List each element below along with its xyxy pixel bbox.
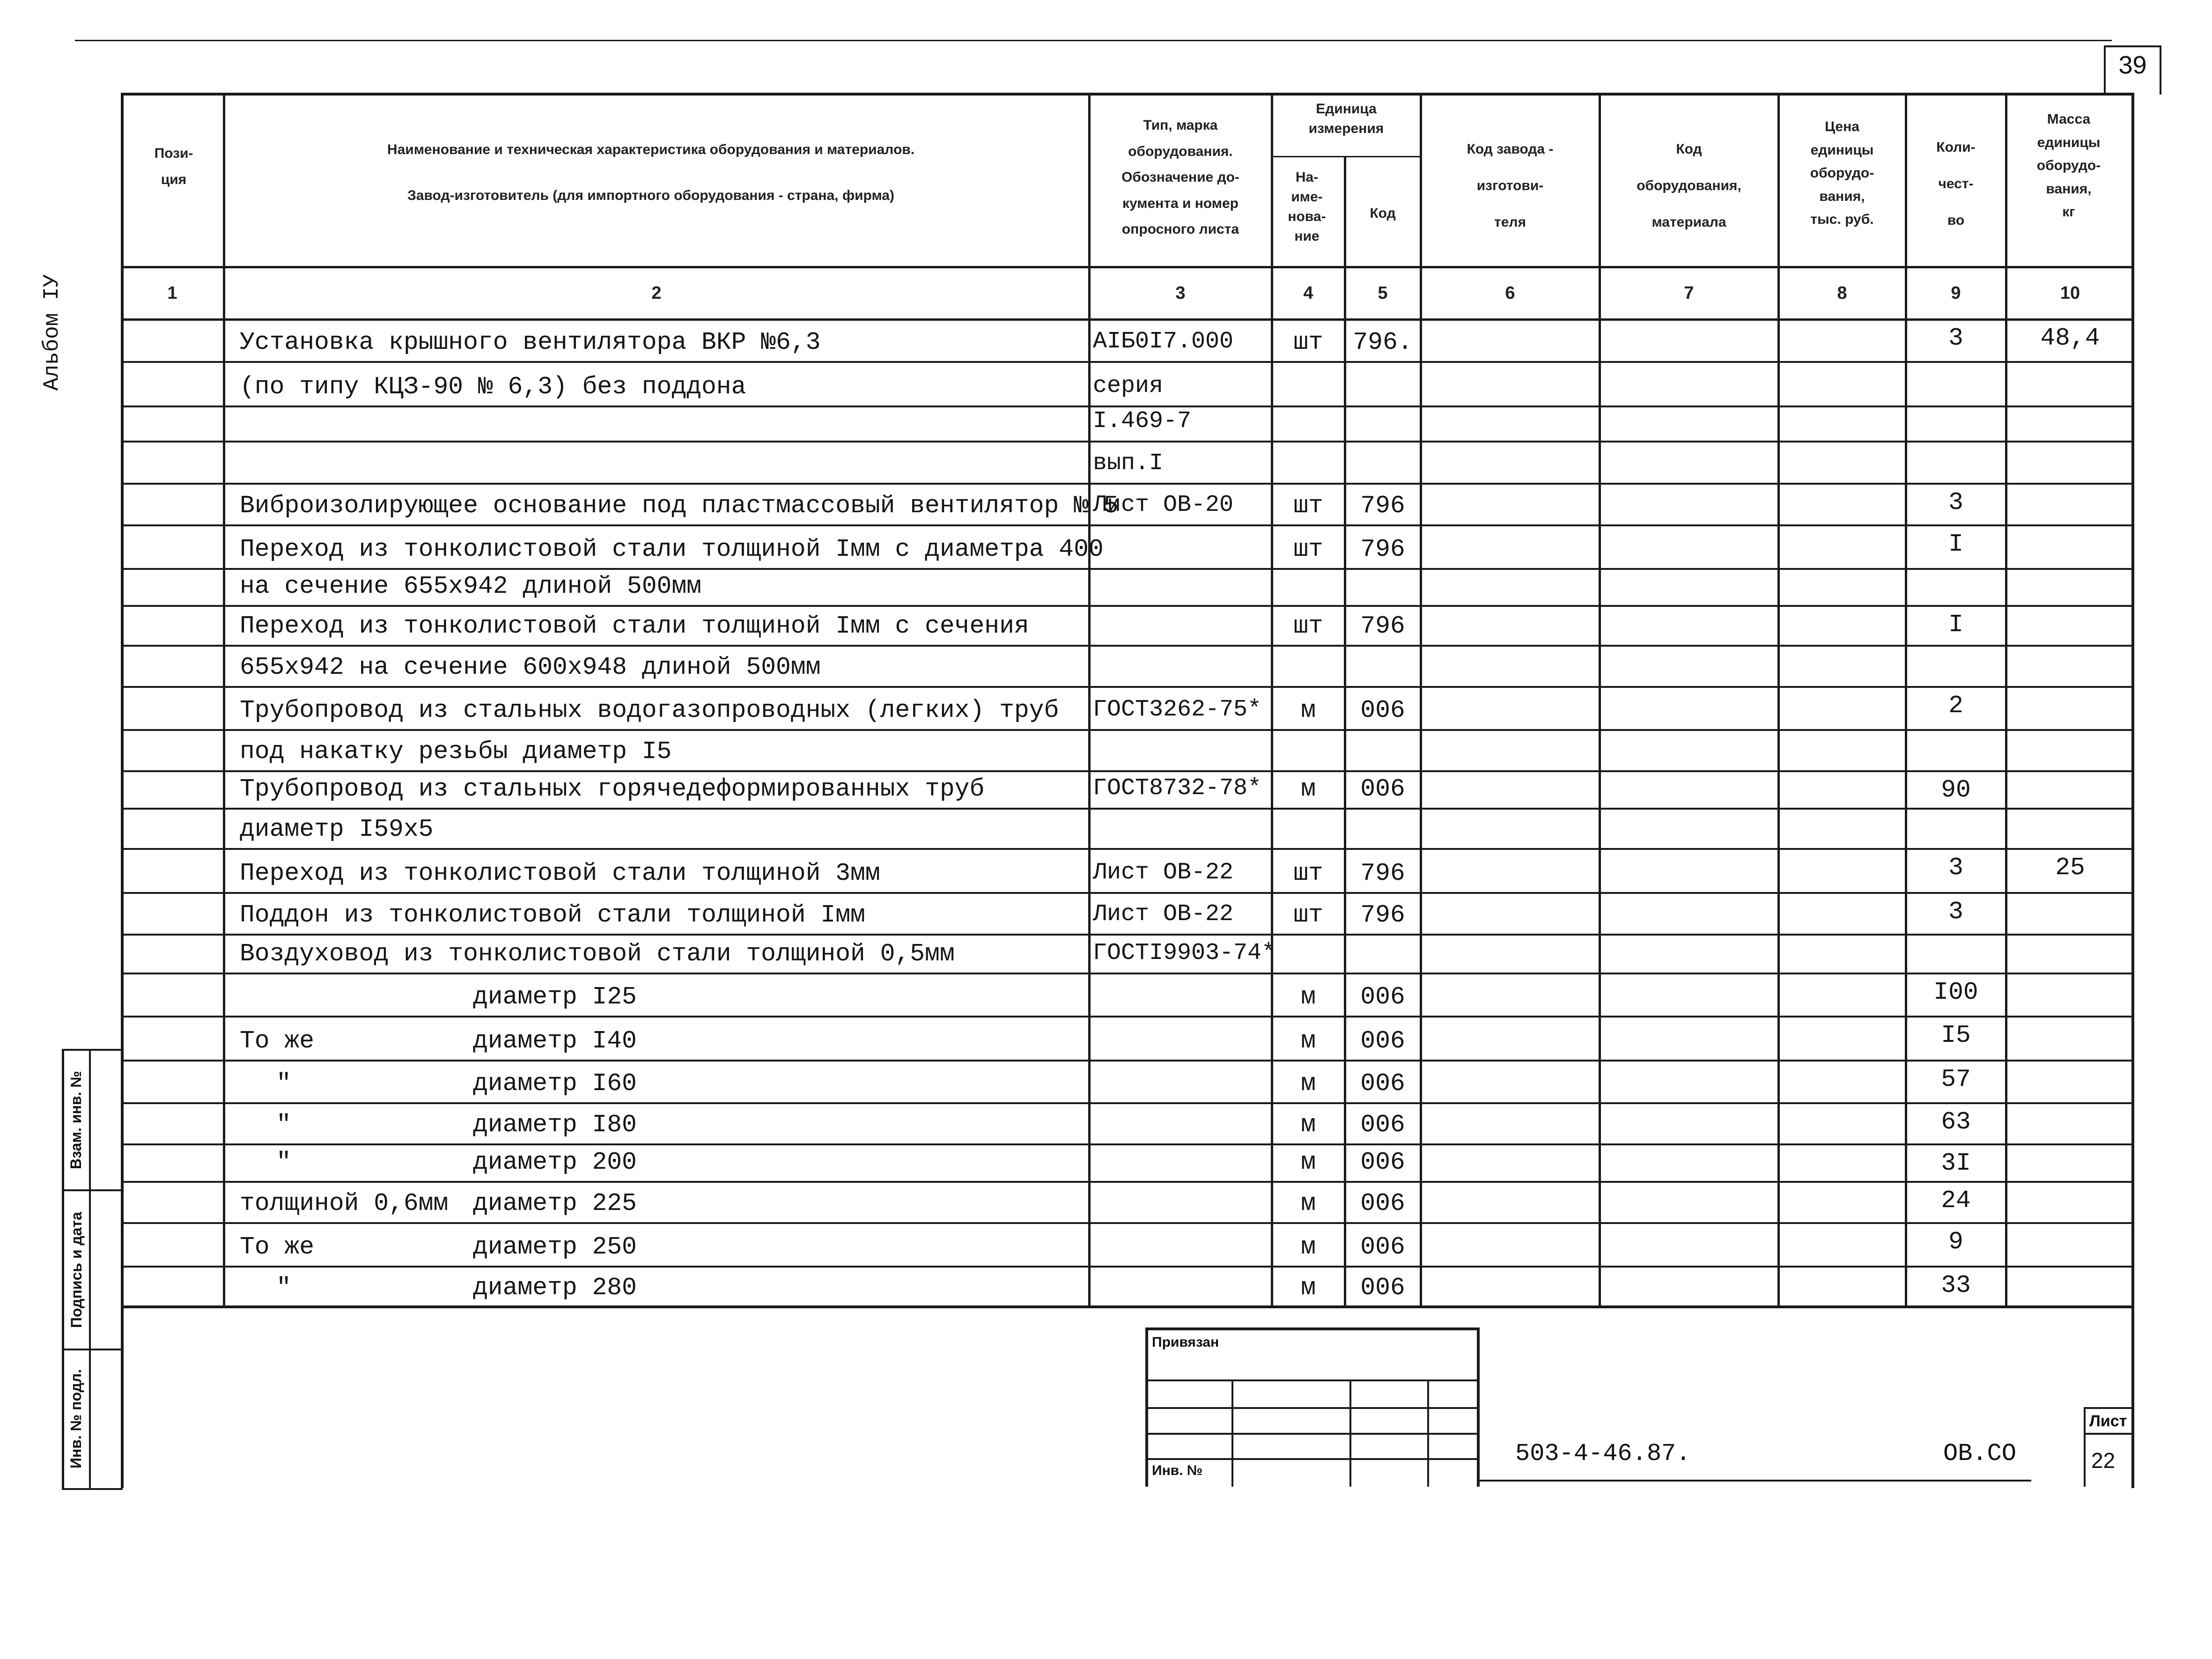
item-unit: шт — [1293, 901, 1323, 929]
item-unit-code: 006 — [1360, 1233, 1405, 1261]
item-unit-code: 006 — [1360, 1148, 1405, 1176]
item-diameter: диаметр I25 — [473, 983, 637, 1011]
item-quantity: I — [1948, 530, 1963, 558]
item-quantity: 57 — [1941, 1065, 1971, 1093]
column-number: 9 — [1951, 283, 1961, 303]
item-quantity: 3 — [1948, 488, 1963, 516]
item-unit: м — [1301, 775, 1316, 803]
item-unit: м — [1301, 1274, 1316, 1302]
sheet-number: 39 — [2118, 51, 2147, 79]
item-quantity: I — [1948, 611, 1963, 639]
header-mass: Масса единицы оборудо- вания, кг — [2036, 111, 2101, 220]
item-name: Воздуховод из тонколистовой стали толщиной 0,5мм — [240, 940, 955, 968]
item-unit-code: 796 — [1360, 859, 1405, 887]
column-number: 4 — [1303, 283, 1313, 303]
item-diameter: диаметр 225 — [473, 1189, 637, 1217]
item-unit-code: 006 — [1360, 775, 1405, 803]
item-diameter: диаметр 250 — [473, 1233, 637, 1261]
header-type: Тип, марка оборудования. Обозначение до- кумента и номер опросного листа — [1121, 118, 1239, 237]
item-doc: Лист ОВ-22 — [1093, 901, 1234, 928]
header-position: Пози- ция — [154, 146, 193, 187]
column-number: 6 — [1505, 283, 1515, 303]
item-name: 655х942 на сечение 600х948 длиной 500мм — [240, 653, 821, 681]
item-quantity: 3 — [1948, 854, 1963, 882]
stamp-inv-no: Инв. № — [1152, 1463, 1203, 1478]
item-unit: шт — [1293, 492, 1323, 520]
item-name: Переход из тонколистовой стали толщиной Iмм с сечения — [240, 612, 1029, 640]
section-code: ОВ.СО — [1943, 1440, 2017, 1467]
item-doc: ГОСТ3262-75* — [1093, 696, 1262, 723]
item-unit-code: 796 — [1360, 492, 1405, 520]
item-unit: м — [1301, 1233, 1316, 1261]
item-name: То же — [240, 1027, 315, 1055]
item-name: " — [276, 1148, 291, 1176]
item-unit: шт — [1293, 612, 1323, 640]
item-unit-code: 006 — [1360, 983, 1405, 1011]
item-unit: м — [1301, 1027, 1316, 1055]
header-unit-code: Код — [1370, 206, 1396, 221]
item-name: " — [276, 1069, 291, 1098]
item-unit: м — [1301, 1111, 1316, 1139]
item-name: " — [276, 1274, 291, 1302]
item-quantity: 2 — [1948, 692, 1963, 720]
item-name: Трубопровод из стальных горячедеформированных труб — [240, 775, 985, 803]
item-diameter: диаметр 280 — [473, 1274, 637, 1302]
item-name: диаметр I59х5 — [240, 815, 434, 843]
item-unit-code: 006 — [1360, 1189, 1405, 1217]
item-doc: серия — [1093, 373, 1164, 399]
item-unit: м — [1301, 1148, 1316, 1176]
item-name: Виброизолирующее основание под пластмассовый вентилятор № 5 — [240, 492, 1119, 520]
item-name: Установка крышного вентилятора ВКР №6,3 — [240, 328, 821, 356]
header-unit-group: Единица измерения — [1308, 101, 1384, 136]
item-doc: Лист ОВ-20 — [1093, 492, 1234, 518]
item-doc: ГОСТI9903-74* — [1093, 940, 1276, 966]
item-unit-code: 796 — [1360, 535, 1405, 563]
item-doc: I.469-7 — [1093, 408, 1192, 435]
item-unit-code: 006 — [1360, 696, 1405, 724]
item-quantity: 63 — [1941, 1108, 1971, 1136]
item-quantity: I00 — [1933, 978, 1978, 1006]
side-podpis-data: Подпись и дата — [68, 1212, 85, 1328]
item-quantity: 3 — [1948, 898, 1963, 926]
item-unit: шт — [1293, 859, 1323, 887]
album-label: Альбом IУ — [40, 274, 64, 391]
list-label: Лист — [2089, 1412, 2127, 1430]
item-quantity: 33 — [1941, 1271, 1971, 1299]
item-unit-code: 796 — [1360, 901, 1405, 929]
column-number: 3 — [1175, 283, 1186, 303]
item-unit-code: 796. — [1353, 328, 1413, 356]
item-name: Переход из тонколистовой стали толщиной Iмм с диаметра 400 — [240, 535, 1104, 563]
item-diameter: диаметр I60 — [473, 1069, 637, 1098]
side-vzam-inv: Взам. инв. № — [67, 1071, 84, 1169]
item-unit: шт — [1293, 535, 1323, 563]
list-number: 22 — [2091, 1448, 2116, 1473]
item-quantity: 9 — [1948, 1228, 1963, 1256]
item-unit: м — [1301, 696, 1316, 724]
item-mass: 48,4 — [2040, 324, 2100, 352]
item-name: Трубопровод из стальных водогазопроводных (легких) труб — [240, 696, 1059, 724]
item-unit: м — [1301, 1189, 1316, 1217]
header-unit-name: На- име- нова- ние — [1288, 170, 1326, 244]
item-unit-code: 796 — [1360, 612, 1405, 640]
item-doc: АIБ0I7.000 — [1093, 328, 1234, 355]
column-number: 5 — [1378, 283, 1388, 303]
item-quantity: 90 — [1941, 776, 1971, 804]
item-name: (по типу КЦЗ-90 № 6,3) без поддона — [240, 373, 746, 401]
document-code: 503-4-46.87. — [1515, 1440, 1691, 1467]
column-number: 8 — [1837, 283, 1847, 303]
header-equipment-code: Код оборудования, материала — [1637, 141, 1741, 230]
item-unit: шт — [1293, 328, 1323, 356]
item-diameter: диаметр I80 — [473, 1111, 637, 1139]
column-number: 2 — [651, 283, 662, 303]
item-quantity: I5 — [1941, 1021, 1971, 1049]
item-doc: ГОСТ8732-78* — [1093, 775, 1262, 802]
header-plant-code: Код завода - изготови- теля — [1467, 141, 1554, 230]
side-inv-podl: Инв. № подл. — [67, 1369, 84, 1469]
column-number: 10 — [2060, 283, 2080, 303]
item-name: на сечение 655х942 длиной 500мм — [240, 572, 701, 600]
item-quantity: 3 — [1948, 324, 1963, 352]
item-unit-code: 006 — [1360, 1274, 1405, 1302]
item-name: Переход из тонколистовой стали толщиной 3мм — [240, 859, 880, 887]
item-diameter: диаметр 200 — [473, 1148, 637, 1176]
item-unit-code: 006 — [1360, 1027, 1405, 1055]
header-name-line2: Завод-изготовитель (для импортного оборудования - страна, фирма) — [407, 188, 894, 203]
item-unit: м — [1301, 983, 1316, 1011]
header-quantity: Коли- чест- во — [1936, 140, 1976, 228]
item-name: Поддон из тонколистовой стали толщиной Iмм — [240, 901, 865, 929]
item-quantity: 24 — [1941, 1187, 1971, 1215]
column-number: 7 — [1684, 283, 1694, 303]
item-unit-code: 006 — [1360, 1069, 1405, 1098]
item-name: То же — [240, 1233, 315, 1261]
header-price: Цена единицы оборудо- вания, тыс. руб. — [1810, 119, 1874, 227]
item-quantity: 3I — [1941, 1149, 1971, 1177]
stamp-privyazan: Привязан — [1152, 1335, 1219, 1350]
item-diameter: диаметр I40 — [473, 1027, 637, 1055]
column-number: 1 — [167, 283, 177, 303]
item-doc: вып.I — [1093, 450, 1164, 477]
item-name: " — [276, 1111, 291, 1139]
item-unit-code: 006 — [1360, 1111, 1405, 1139]
item-unit: м — [1301, 1069, 1316, 1098]
item-mass: 25 — [2055, 854, 2085, 882]
item-doc: Лист ОВ-22 — [1093, 859, 1234, 886]
item-name: под накатку резьбы диаметр I5 — [240, 737, 672, 766]
header-name-line1: Наименование и техническая характеристика оборудования и материалов. — [387, 142, 915, 157]
item-name: толщиной 0,6мм — [240, 1189, 449, 1217]
